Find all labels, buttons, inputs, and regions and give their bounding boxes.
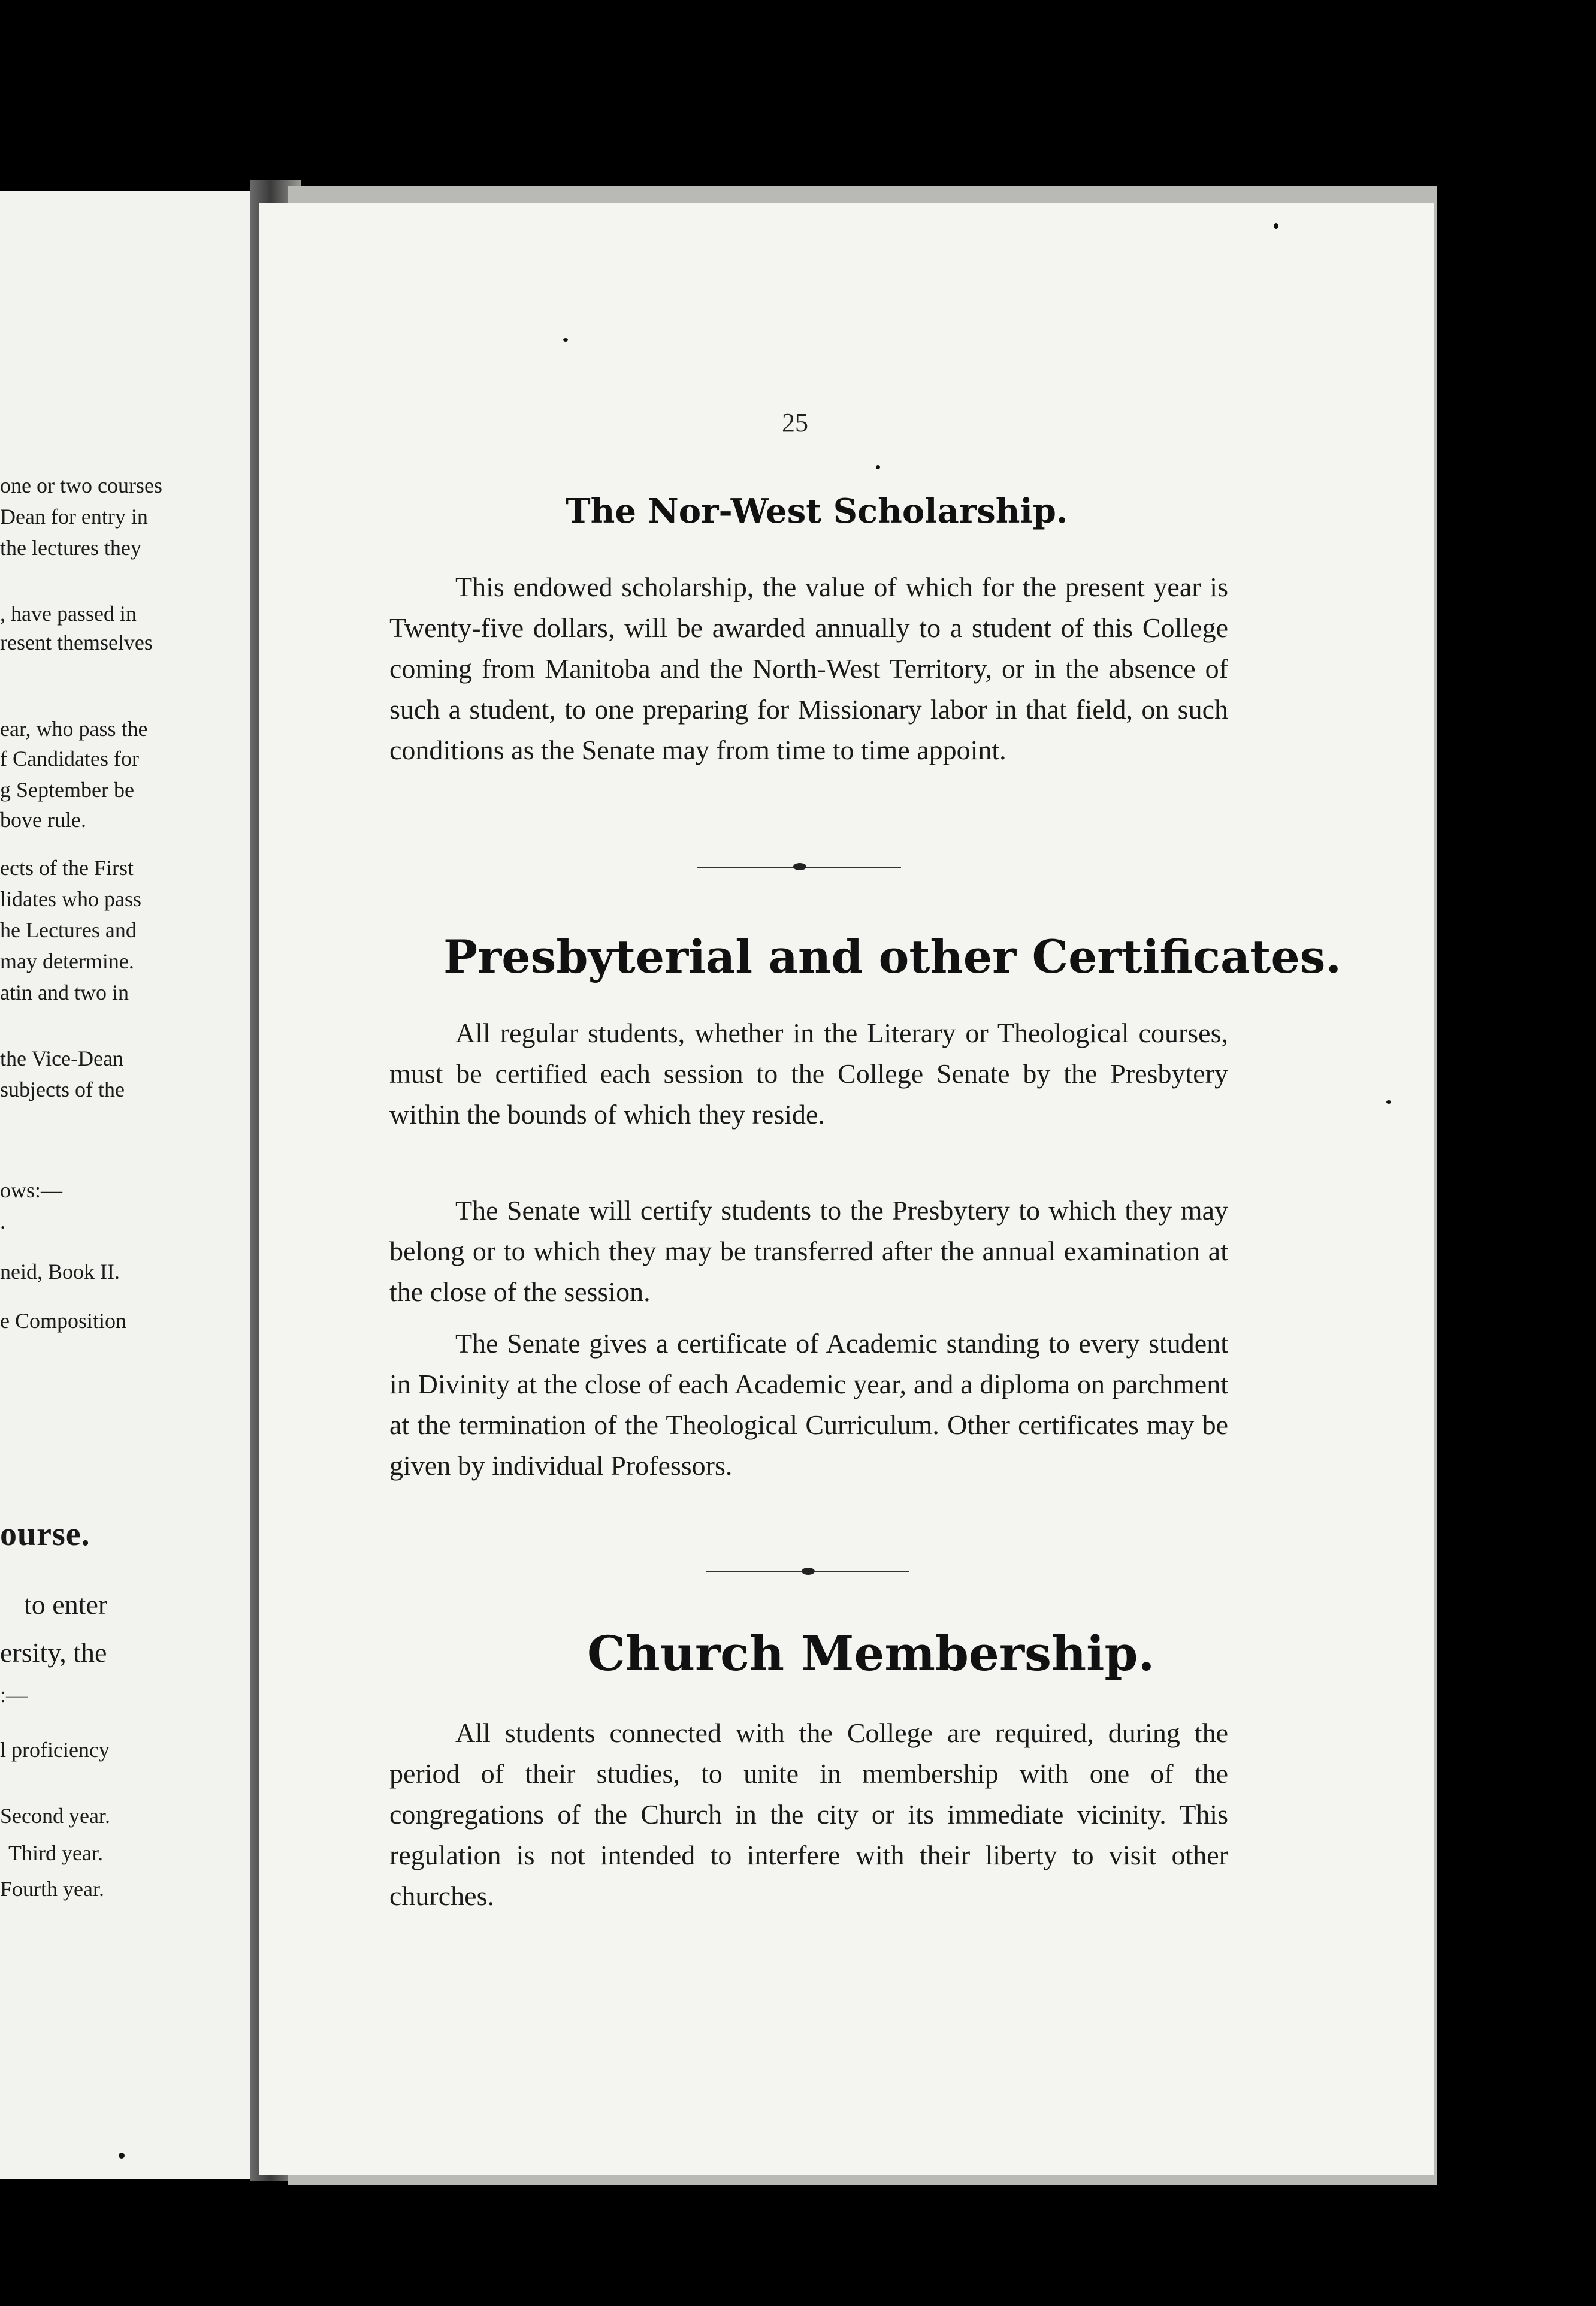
section-title-presbyterial-certificates: Presbyterial and other Certificates. <box>443 930 1341 983</box>
left-line: g September be <box>0 778 134 802</box>
section-title-nor-west-scholarship: The Nor-West Scholarship. <box>566 491 1068 531</box>
left-line: ects of the First <box>0 856 134 880</box>
left-line: :— <box>0 1683 28 1707</box>
paragraph-text: The Senate gives a certificate of Academic standing to every student in Divinity at the close of each Academic year, and a diploma on parchment at the termination of the Theological Curriculum. Other certificates may be given by individual Professors. <box>389 1328 1228 1481</box>
left-line: Second year. <box>0 1804 110 1828</box>
ornament-divider <box>697 858 901 876</box>
left-line: neid, Book II. <box>0 1260 120 1284</box>
page-number: 25 <box>782 408 808 437</box>
paragraph <box>389 567 1228 771</box>
left-line: resent themselves <box>0 630 153 654</box>
left-line: the lectures they <box>0 536 141 560</box>
section-title-church-membership: Church Membership. <box>587 1625 1155 1682</box>
left-line: the Vice-Dean <box>0 1046 124 1070</box>
ornament-divider <box>706 1563 909 1581</box>
paragraph-text: This endowed scholarship, the value of which for the present year is Twenty-five dollars, will be awarded annually to a student of this College coming from Manitoba and the North-West Territory, or in the absence of such a student, to one preparing for Missionary labor in that field, on such conditions as the Senate may from time to time appoint. <box>389 572 1228 765</box>
left-line: f Candidates for <box>0 747 139 771</box>
left-line: to enter <box>24 1589 108 1620</box>
left-line: l proficiency <box>0 1738 110 1762</box>
left-line: . <box>0 1209 5 1233</box>
left-line: , have passed in <box>0 602 137 626</box>
film-speck <box>119 2153 125 2159</box>
left-line: ear, who pass the <box>0 717 148 741</box>
left-line: subjects of the <box>0 1077 125 1101</box>
left-page-fragment <box>0 191 254 2179</box>
left-line: Third year. <box>8 1841 103 1865</box>
paragraph <box>389 1013 1228 1135</box>
left-line: atin and two in <box>0 980 129 1004</box>
film-speck <box>563 338 568 342</box>
film-speck <box>1274 223 1278 229</box>
left-heading: ourse. <box>0 1516 90 1553</box>
left-line: may determine. <box>0 949 134 973</box>
film-speck <box>876 465 880 469</box>
left-line: e Composition <box>0 1309 127 1333</box>
left-line: bove rule. <box>0 808 86 832</box>
left-line: Dean for entry in <box>0 505 148 529</box>
paragraph-text: The Senate will certify students to the Presbytery to which they may belong or to which they may be transferred after the annual examination at the close of the session. <box>389 1195 1228 1307</box>
left-line: he Lectures and <box>0 918 137 942</box>
left-line: lidates who pass <box>0 887 141 911</box>
paragraph-text: All regular students, whether in the Literary or Theological courses, must be certified each session to the College Senate by the Presbytery within the bounds of which they reside. <box>389 1018 1228 1130</box>
left-line: one or two courses <box>0 473 162 497</box>
left-line: ows:— <box>0 1178 63 1202</box>
paragraph <box>389 1190 1228 1312</box>
left-line: Fourth year. <box>0 1877 104 1901</box>
left-line: ersity, the <box>0 1637 107 1668</box>
paragraph <box>389 1323 1228 1486</box>
film-speck <box>1386 1100 1391 1104</box>
paragraph <box>389 1713 1228 1916</box>
paragraph-text: All students connected with the College are required, during the period of their studies, to unite in membership with one of the congregations of the Church in the city or its immediate vicinity. This regulation is not intended to interfere with their liberty to visit other churches. <box>389 1718 1228 1911</box>
